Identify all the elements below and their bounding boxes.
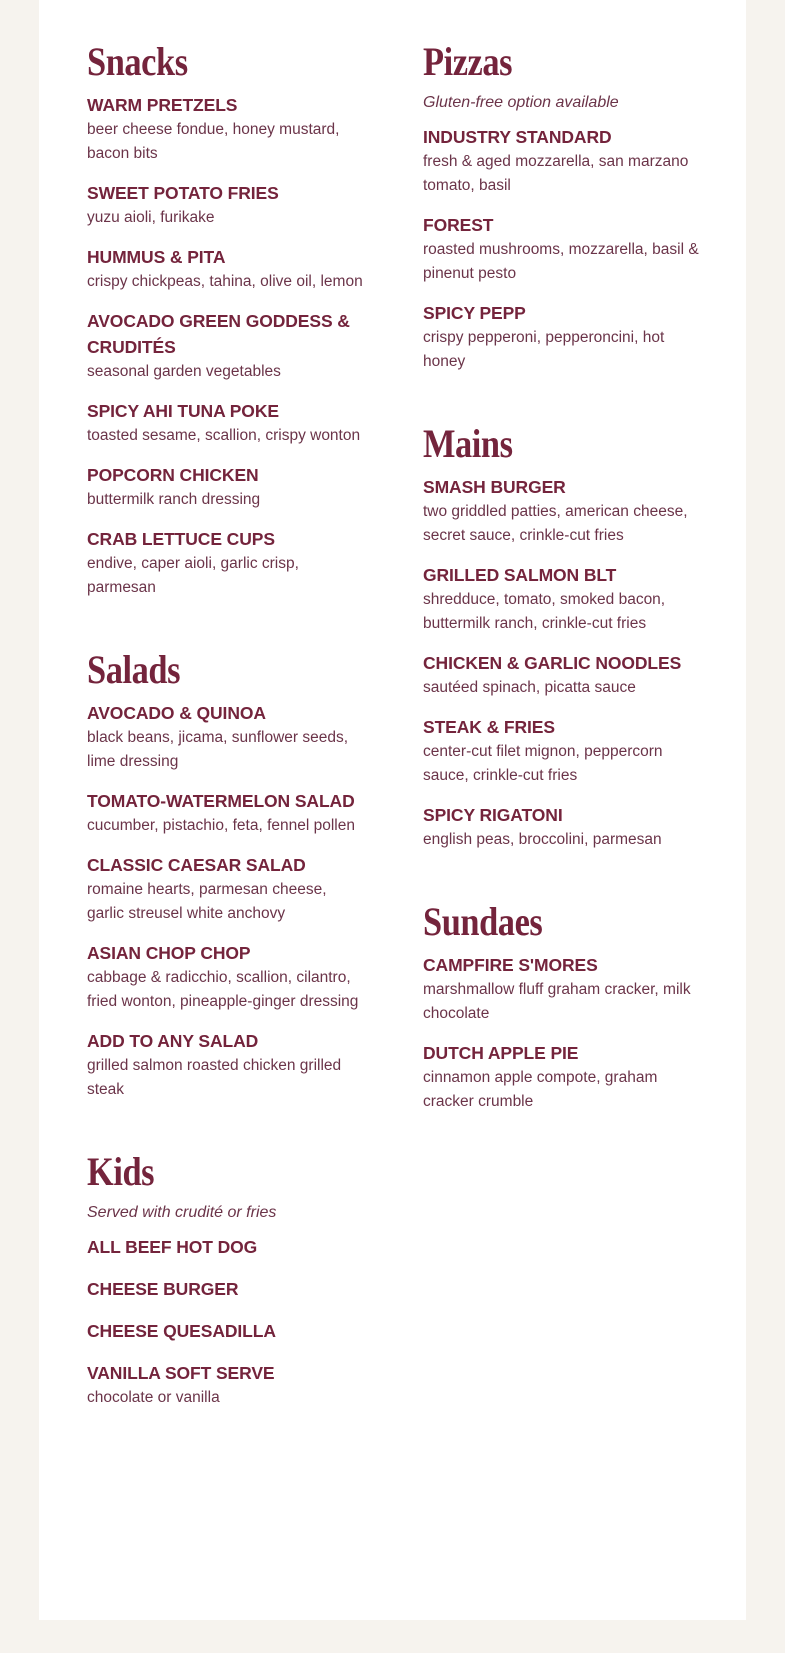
section-note: Gluten-free option available <box>423 94 619 111</box>
menu-item-name: AVOCADO GREEN GODDESS & CRUDITÉS <box>87 311 350 357</box>
menu-item-description: cucumber, pistachio, feta, fennel pollen <box>87 817 355 834</box>
menu-item-name: CRAB LETTUCE CUPS <box>87 529 275 549</box>
menu-item-description: crispy chickpeas, tahina, olive oil, lemon <box>87 273 363 290</box>
menu-item-description: cinnamon apple compote, graham cracker crumble <box>423 1069 658 1110</box>
menu-item-name: SMASH BURGER <box>423 477 566 497</box>
menu-item-description: romaine hearts, parmesan cheese, garlic streusel white anchovy <box>87 881 327 922</box>
menu-item-name: CAMPFIRE S'MORES <box>423 955 598 975</box>
menu-item-description: endive, caper aioli, garlic crisp, parmesan <box>87 555 299 596</box>
menu-item-name: AVOCADO & QUINOA <box>87 703 266 723</box>
menu-item <box>87 788 367 838</box>
menu-item <box>87 180 367 230</box>
menu-item <box>87 462 367 512</box>
menu-item-name: SPICY PEPP <box>423 303 526 323</box>
menu-item-description: roasted mushrooms, mozzarella, basil & pinenut pesto <box>423 241 699 282</box>
menu-item-description: yuzu aioli, furikake <box>87 209 215 226</box>
menu-item-description: grilled salmon roasted chicken grilled steak <box>87 1057 342 1098</box>
menu-item-description: cabbage & radicchio, scallion, cilantro, fried wonton, pineapple-ginger dressing <box>87 969 359 1010</box>
menu-item <box>87 1318 367 1344</box>
menu-item-description: beer cheese fondue, honey mustard, bacon bits <box>87 121 340 162</box>
menu-item <box>87 1028 367 1102</box>
section-title: Sundaes <box>423 899 543 944</box>
menu-item-description: two griddled patties, american cheese, secret sauce, crinkle-cut fries <box>423 503 688 544</box>
menu-item-name: INDUSTRY STANDARD <box>423 127 612 147</box>
menu-item-name: POPCORN CHICKEN <box>87 465 259 485</box>
menu-item-description: toasted sesame, scallion, crispy wonton <box>87 427 361 444</box>
menu-item-name: WARM PRETZELS <box>87 95 238 115</box>
menu-item <box>423 1040 703 1114</box>
section-title: Pizzas <box>423 39 513 84</box>
menu-item-name: SPICY RIGATONI <box>423 805 563 825</box>
menu-item <box>87 700 367 774</box>
menu-item <box>87 398 367 448</box>
menu-item-description: english peas, broccolini, parmesan <box>423 831 662 848</box>
menu-item <box>423 650 703 700</box>
menu-section-mains <box>423 420 703 852</box>
menu-column-left <box>87 38 367 1456</box>
menu-item <box>87 1234 367 1260</box>
menu-item-description: shredduce, tomato, smoked bacon, buttermilk ranch, crinkle-cut fries <box>423 591 666 632</box>
menu-item <box>87 1360 367 1410</box>
menu-item-name: ALL BEEF HOT DOG <box>87 1237 258 1257</box>
menu-item <box>423 802 703 852</box>
menu-item-name: HUMMUS & PITA <box>87 247 226 267</box>
menu-item-name: ADD TO ANY SALAD <box>87 1031 259 1051</box>
menu-item <box>87 1276 367 1302</box>
menu-item-name: SPICY AHI TUNA POKE <box>87 401 279 421</box>
menu-item-description: chocolate or vanilla <box>87 1389 220 1406</box>
menu-item-description: center-cut filet mignon, peppercorn sauce, crinkle-cut fries <box>423 743 663 784</box>
menu-section-kids <box>87 1148 367 1410</box>
menu-item <box>87 852 367 926</box>
menu-item-name: CHEESE QUESADILLA <box>87 1321 276 1341</box>
menu-section-snacks <box>87 38 367 600</box>
menu-item-name: GRILLED SALMON BLT <box>423 565 617 585</box>
menu-item-description: sautéed spinach, picatta sauce <box>423 679 636 696</box>
menu-section-sundaes <box>423 898 703 1114</box>
menu-item-name: TOMATO-WATERMELON SALAD <box>87 791 355 811</box>
menu-item-name: VANILLA SOFT SERVE <box>87 1363 275 1383</box>
menu-item-description: fresh & aged mozzarella, san marzano tomato, basil <box>423 153 689 194</box>
menu-item-name: CHICKEN & GARLIC NOODLES <box>423 653 682 673</box>
section-title: Kids <box>87 1149 155 1194</box>
menu-item <box>87 308 367 384</box>
menu-item <box>423 124 703 198</box>
menu-item-description: black beans, jicama, sunflower seeds, lime dressing <box>87 729 349 770</box>
menu-item-description: seasonal garden vegetables <box>87 363 281 380</box>
menu-item <box>87 92 367 166</box>
menu-item <box>87 244 367 294</box>
menu-item-name: CHEESE BURGER <box>87 1279 239 1299</box>
section-title: Snacks <box>87 39 188 84</box>
menu-item <box>423 474 703 548</box>
menu-item <box>423 952 703 1026</box>
menu-item-name: CLASSIC CAESAR SALAD <box>87 855 306 875</box>
menu-item-description: marshmallow fluff graham cracker, milk chocolate <box>423 981 691 1022</box>
menu-section-salads <box>87 646 367 1102</box>
menu-card <box>39 0 746 1620</box>
menu-item <box>87 526 367 600</box>
menu-item-description: crispy pepperoni, pepperoncini, hot honey <box>423 329 665 370</box>
menu-item <box>423 300 703 374</box>
menu-item-name: SWEET POTATO FRIES <box>87 183 279 203</box>
section-note: Served with crudité or fries <box>87 1204 277 1221</box>
menu-item <box>423 714 703 788</box>
menu-item <box>87 940 367 1014</box>
menu-item-name: STEAK & FRIES <box>423 717 555 737</box>
menu-item <box>423 212 703 286</box>
menu-column-right <box>423 38 703 1160</box>
section-title: Mains <box>423 421 513 466</box>
menu-item-name: ASIAN CHOP CHOP <box>87 943 251 963</box>
section-title: Salads <box>87 647 181 692</box>
menu-item <box>423 562 703 636</box>
menu-item-description: buttermilk ranch dressing <box>87 491 261 508</box>
menu-section-pizzas <box>423 38 703 374</box>
menu-item-name: FOREST <box>423 215 494 235</box>
menu-item-name: DUTCH APPLE PIE <box>423 1043 579 1063</box>
